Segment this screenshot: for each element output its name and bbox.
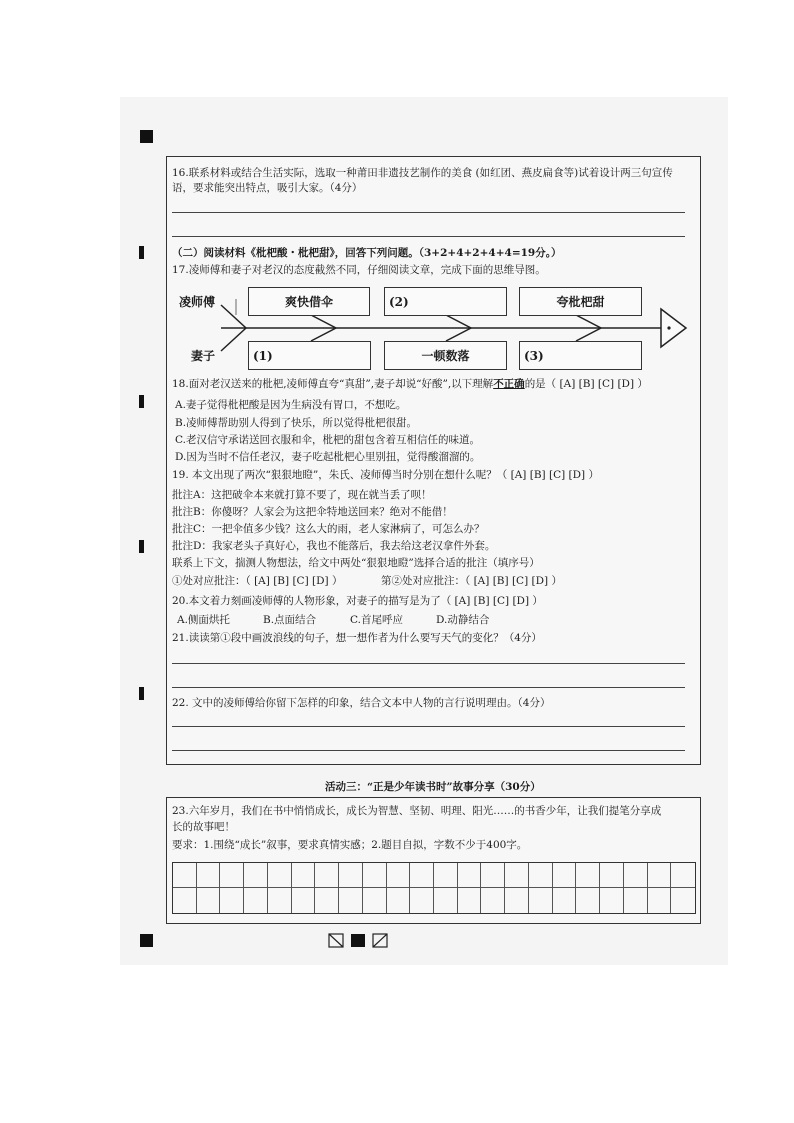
q22-stem: 22. 文中的凌师傅给你留下怎样的印象，结合文本中人物的言行说明理由。（4分） bbox=[172, 697, 551, 709]
q19-instruction: 联系上下文，揣测人物想法，给文中两处“狠狠地瞪”选择合适的批注（填序号） bbox=[172, 557, 540, 569]
composition-grid[interactable] bbox=[172, 862, 696, 914]
page-code-marks bbox=[328, 933, 390, 949]
q17-text: 17.凌师傅和妻子对老汉的态度截然不同，仔细阅读文章，完成下面的思维导图。 bbox=[172, 264, 546, 276]
q18-option: A.妻子觉得枇杷酸是因为生病没有胃口，不想吃。 bbox=[175, 399, 407, 411]
q18-option: B.凌师傅帮助别人得到了快乐，所以觉得枇杷很甜。 bbox=[175, 417, 418, 429]
q18-option: C.老汉信守承诺送回衣服和伞，枇杷的甜包含着互相信任的味道。 bbox=[175, 434, 480, 446]
fishbone-box-bottom-2: 一顿数落 bbox=[384, 341, 507, 370]
answer-line[interactable] bbox=[172, 750, 685, 751]
q19-note: 批注C：一把伞值多少钱？这么大的雨，老人家淋病了，可怎么办？ bbox=[172, 523, 485, 535]
timing-mark bbox=[139, 246, 144, 259]
activity-title: 活动三：“正是少年读书时”故事分享（30分） bbox=[325, 781, 541, 793]
timing-mark bbox=[139, 395, 144, 408]
corner-marker bbox=[140, 130, 153, 143]
fishbone-box-top-1: 爽快借伞 bbox=[248, 287, 370, 316]
q23-text: 23.六年岁月，我们在书中悄悄成长，成长为智慧、坚韧、明理、阳光……的书香少年，让我们提笔分享成 bbox=[172, 805, 662, 817]
q19-note: 批注B：你傻呀？人家会为这把伞特地送回来？绝对不能借！ bbox=[172, 506, 453, 518]
q20-option: C.首尾呼应 bbox=[350, 614, 403, 626]
fishbone-box-bottom-3[interactable]: (3) bbox=[519, 341, 642, 370]
q16-text: 16.联系材料或结合生活实际，选取一种莆田非遗技艺制作的美食 (如红团、燕皮扁食等)试着设计两三句宣传 bbox=[172, 167, 673, 179]
q16-text: 语，要求能突出特点，吸引大家。（4分） bbox=[172, 182, 363, 194]
q18-stem: 18.面对老汉送来的枇杷,凌师傅直夸“真甜”,妻子却说“好酸”,以下理解不正确的是（ [A] [B] [C] [D] ） bbox=[172, 378, 648, 390]
answer-line[interactable] bbox=[172, 236, 685, 237]
fishbone-box-top-2[interactable]: (2) bbox=[384, 287, 507, 316]
q20-option: D.动静结合 bbox=[436, 614, 490, 626]
fishbone-label-bottom: 妻子 bbox=[191, 349, 216, 363]
q18-emphasis: 不正确 bbox=[493, 378, 525, 390]
fishbone-box-bottom-1[interactable]: (1) bbox=[248, 341, 371, 370]
answer-line[interactable] bbox=[172, 212, 685, 213]
q23-text: 长的故事吧！ bbox=[172, 821, 235, 833]
q19-note: 批注D：我家老头子真好心，我也不能落后，我去给这老汉拿件外套。 bbox=[172, 540, 496, 552]
section-title: （二）阅读材料《枇杷酸・枇杷甜》，回答下列问题。（3+2+4+2+4+4=19分。） bbox=[172, 247, 562, 259]
answer-line[interactable] bbox=[172, 663, 685, 664]
q19-note: 批注A：这把破伞本来就打算不要了，现在就当丢了呗！ bbox=[172, 489, 432, 501]
q20-stem: 20.本文着力刻画凌师傅的人物形象，对妻子的描写是为了（ [A] [B] [C] [D] ） bbox=[172, 595, 543, 607]
q20-option: A.侧面烘托 bbox=[177, 614, 230, 626]
fishbone-box-top-3: 夸枇杷甜 bbox=[519, 287, 642, 316]
q19-answer-2[interactable]: 第②处对应批注：（ [A] [B] [C] [D] ） bbox=[381, 575, 562, 587]
q19-answer-1[interactable]: ①处对应批注：（ [A] [B] [C] [D] ） bbox=[172, 575, 343, 587]
answer-line[interactable] bbox=[172, 726, 685, 727]
q19-stem: 19. 本文出现了两次“狠狠地瞪”，朱氏、凌师傅当时分别在想什么呢？（ [A] [B] [C] [D] ） bbox=[172, 469, 599, 481]
q18-option: D.因为当时不信任老汉，妻子吃起枇杷心里别扭，觉得酸溜溜的。 bbox=[175, 451, 481, 463]
q23-requirement: 要求：1.围绕“成长”叙事，要求真情实感；2.题目自拟，字数不少于400字。 bbox=[172, 839, 528, 851]
corner-marker bbox=[140, 934, 153, 947]
q21-stem: 21.读读第①段中画波浪线的句子，想一想作者为什么要写天气的变化？（4分） bbox=[172, 632, 542, 644]
timing-mark bbox=[139, 540, 144, 553]
fishbone-label-top: 凌师傅 bbox=[179, 295, 216, 309]
timing-mark bbox=[139, 687, 144, 700]
answer-line[interactable] bbox=[172, 687, 685, 688]
q20-option: B.点面结合 bbox=[263, 614, 317, 626]
